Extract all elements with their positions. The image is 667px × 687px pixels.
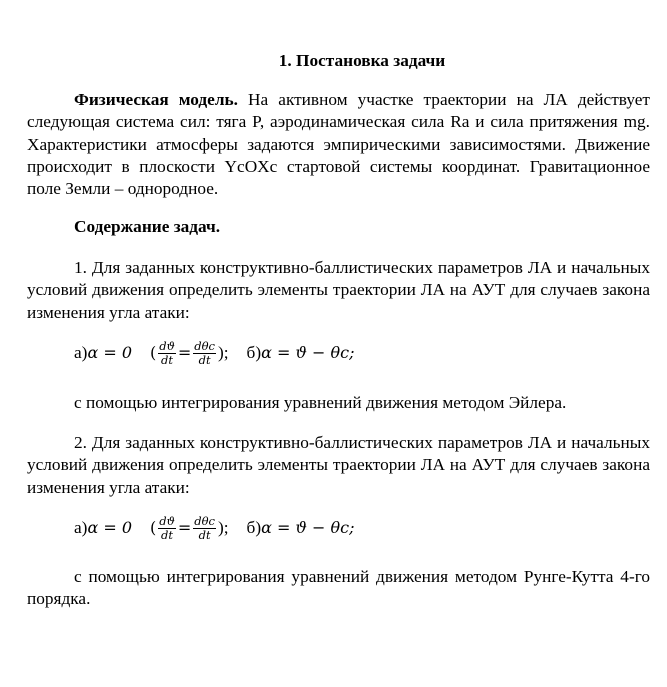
task-1-text: 1. Для заданных конструктивно-баллистических параметров ЛА и начальных условий движения определить элементы траектории ЛА на АУТ для случаев закона изменения угла атаки: (27, 258, 650, 322)
fraction-numerator: dϑ (159, 339, 175, 353)
fraction-numerator: dθc (194, 514, 215, 528)
physical-model-paragraph (27, 89, 650, 200)
formula-2-paren-close: ); (217, 518, 229, 538)
task-2-method: с помощью интегрирования уравнений движения методом Рунге-Кутта 4-го порядка. (27, 567, 650, 609)
task-1-method: с помощью интегрирования уравнений движения методом Эйлера. (74, 393, 567, 412)
formula-1-paren-close: ); (217, 343, 229, 363)
formula-2-b-eq: α = ϑ − θc; (261, 518, 355, 538)
fraction-numerator: dϑ (159, 514, 175, 528)
formula-1-equals: = (177, 343, 192, 363)
formula-2-a-eq: α = 0 (87, 518, 132, 538)
formula-1-b-eq: α = ϑ − θc; (261, 343, 355, 363)
formula-1-fraction-2 (193, 340, 216, 367)
formula-1-a-eq: α = 0 (87, 343, 132, 363)
formula-1-a-label: а) (74, 343, 88, 363)
formula-2-paren-open: ( (150, 518, 157, 538)
formula-1-b-label: б) (246, 343, 262, 363)
fraction-denominator: dt (198, 528, 211, 542)
physical-model-text: На активном участке траектории на ЛА действует следующая система сил: тяга P, аэродинамическая сила Ra и сила притяжения mg. Характеристики атмосферы задаются эмпирическими зависимостями. Движение происходит в плоскости YcOXc стартовой системы координат. Гравитационное поле Земли – однородное. (27, 90, 650, 199)
formula-2-fraction-1 (158, 515, 176, 542)
task-2-text: 2. Для заданных конструктивно-баллистических параметров ЛА и начальных условий движения определить элементы траектории ЛА на АУТ для случаев закона изменения угла атаки: (27, 433, 650, 497)
formula-2-b-label: б) (246, 518, 262, 538)
tasks-heading: Содержание задач. (74, 217, 221, 236)
formula-1-fraction-1 (158, 340, 176, 367)
formula-2 (74, 515, 355, 542)
formula-1-paren-open: ( (150, 343, 157, 363)
fraction-denominator: dt (161, 528, 174, 542)
formula-2-a-label: а) (74, 518, 88, 538)
formula-2-equals: = (177, 518, 192, 538)
formula-2-fraction-2 (193, 515, 216, 542)
formula-1 (74, 340, 355, 367)
physical-model-label: Физическая модель. (74, 90, 238, 109)
fraction-denominator: dt (198, 353, 211, 367)
fraction-denominator: dt (161, 353, 174, 367)
fraction-numerator: dθc (194, 339, 215, 353)
section-title: 1. Постановка задачи (278, 51, 446, 70)
